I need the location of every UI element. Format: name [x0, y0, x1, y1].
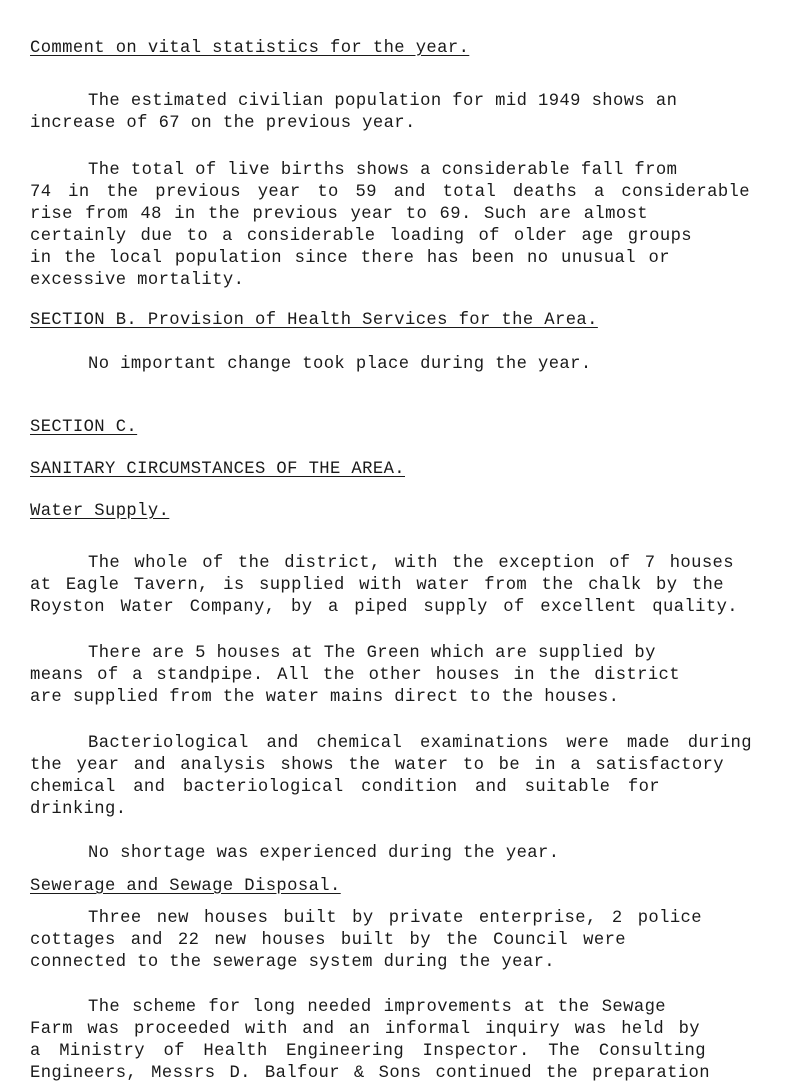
sewer-para2-line-1: The scheme for long needed improvements at the Sewage: [88, 998, 666, 1017]
sewer-para1-line-1: Three new houses built by private enterprise, 2 police: [88, 909, 702, 928]
births-line-6: excessive mortality.: [30, 271, 245, 290]
water-para2-line-2: means of a standpipe. All the other houses in the district: [30, 666, 680, 685]
sewer-para2-line-3: a Ministry of Health Engineering Inspector. The Consulting: [30, 1042, 706, 1061]
water-para1-line-2: at Eagle Tavern, is supplied with water from the chalk by the: [30, 576, 724, 595]
heading-vital-statistics: Comment on vital statistics for the year.: [30, 39, 470, 58]
water-para1-line-3: Royston Water Company, by a piped supply of excellent quality.: [30, 598, 738, 617]
water-para2-line-1: There are 5 houses at The Green which are supplied by: [88, 644, 656, 663]
water-supply-heading: Water Supply.: [30, 502, 170, 521]
section-b-heading: SECTION B. Provision of Health Services for the Area.: [30, 311, 598, 330]
section-c-heading: SECTION C.: [30, 418, 138, 437]
population-line-2: increase of 67 on the previous year.: [30, 114, 416, 133]
water-para2-line-3: are supplied from the water mains direct to the houses.: [30, 688, 620, 707]
sewer-para1-line-3: connected to the sewerage system during the year.: [30, 953, 555, 972]
water-para3-line-1: Bacteriological and chemical examinations were made during: [88, 734, 752, 753]
sewer-para2-line-2: Farm was proceeded with and an informal inquiry was held by: [30, 1020, 700, 1039]
water-para1-line-1: The whole of the district, with the exception of 7 houses: [88, 554, 734, 573]
water-para3-line-2: the year and analysis shows the water to be in a satisfactory: [30, 756, 724, 775]
births-line-2: 74 in the previous year to 59 and total deaths a considerable: [30, 183, 750, 202]
births-line-3: rise from 48 in the previous year to 69. Such are almost: [30, 205, 648, 224]
sewer-para1-line-2: cottages and 22 new houses built by the Council were: [30, 931, 626, 950]
population-line-1: The estimated civilian population for mid 1949 shows an: [88, 92, 678, 111]
sewerage-heading: Sewerage and Sewage Disposal.: [30, 877, 341, 896]
water-para4-text: No shortage was experienced during the year.: [88, 844, 560, 863]
births-line-4: certainly due to a considerable loading of older age groups: [30, 227, 692, 246]
births-line-5: in the local population since there has been no unusual or: [30, 249, 670, 268]
sewer-para2-line-4: Engineers, Messrs D. Balfour & Sons continued the preparation: [30, 1064, 710, 1083]
water-para3-line-3: chemical and bacteriological condition and suitable for: [30, 778, 660, 797]
water-para3-line-4: drinking.: [30, 800, 127, 819]
no-change-text: No important change took place during the year.: [88, 355, 592, 374]
sanitary-circumstances-heading: SANITARY CIRCUMSTANCES OF THE AREA.: [30, 460, 405, 479]
births-line-1: The total of live births shows a considerable fall from: [88, 161, 678, 180]
